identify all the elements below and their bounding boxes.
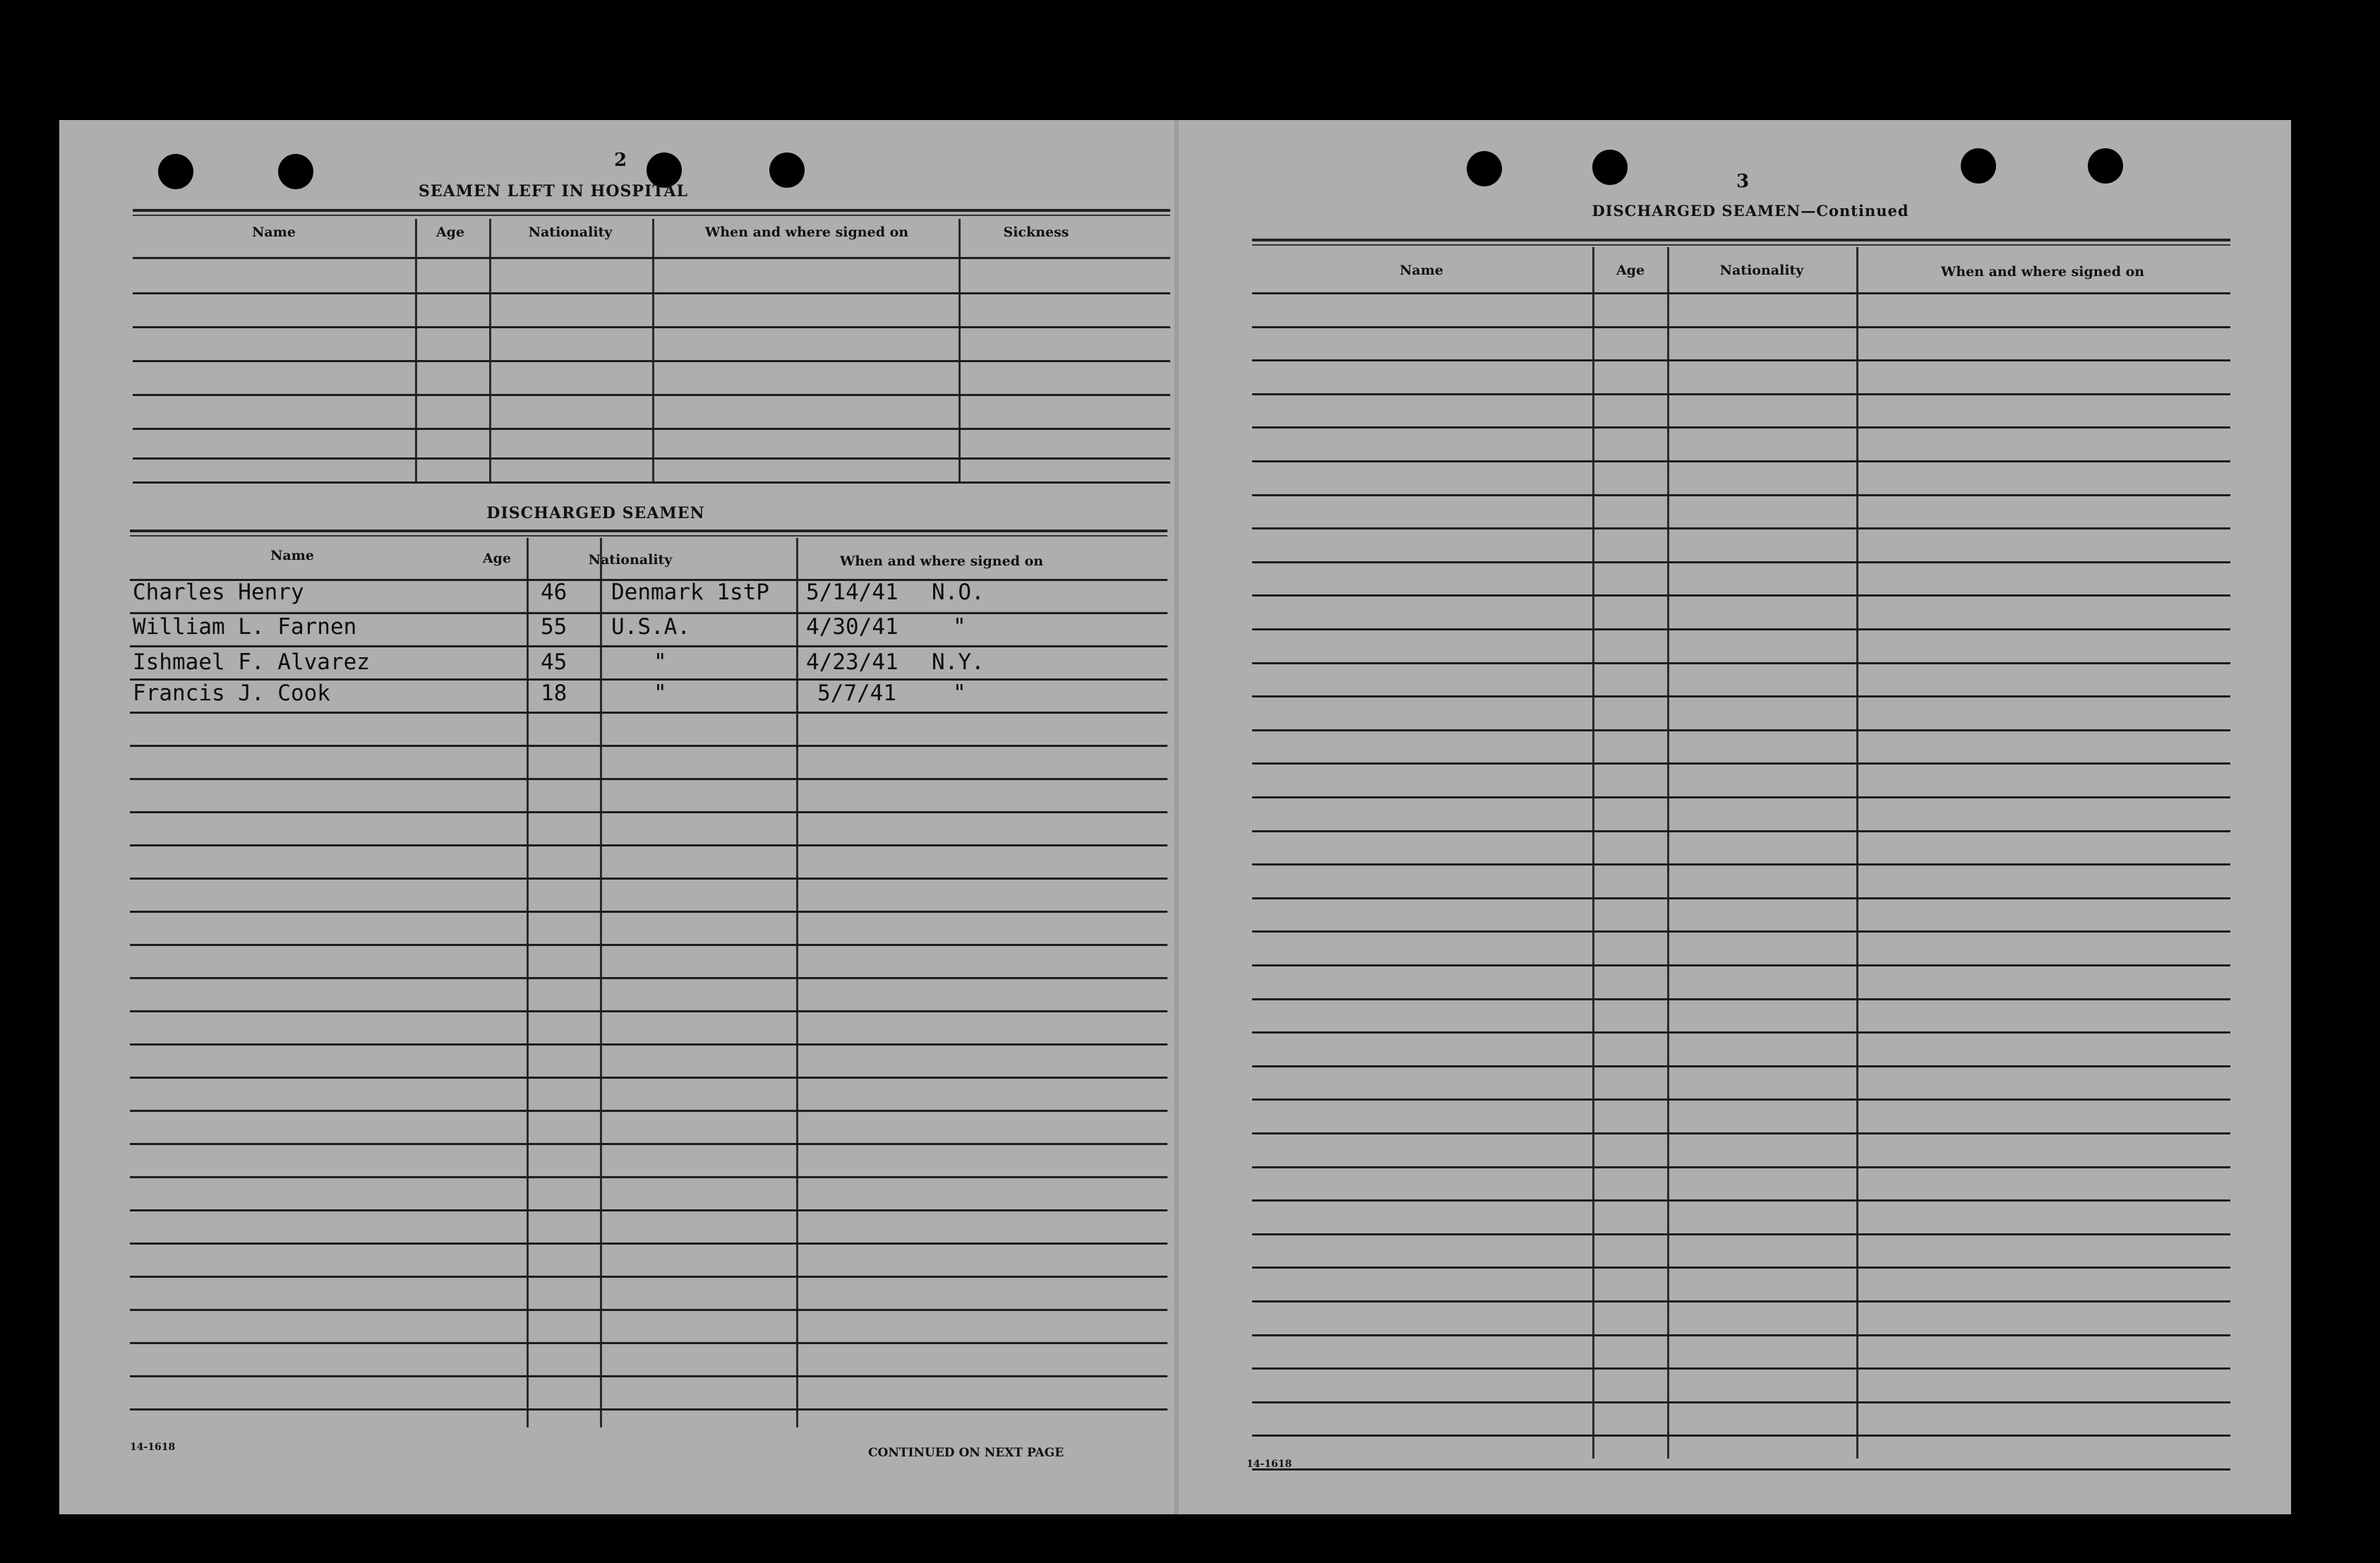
table-rule bbox=[1252, 1132, 2230, 1134]
table-rule bbox=[1252, 494, 2230, 496]
table-rule bbox=[133, 292, 1170, 294]
table-rule bbox=[1252, 998, 2230, 1000]
table-rule bbox=[130, 712, 1167, 714]
table-rule bbox=[1252, 1031, 2230, 1034]
col-nationality: Nationality bbox=[528, 224, 613, 240]
seaman-name: Charles Henry bbox=[133, 580, 304, 605]
column-rule bbox=[527, 538, 529, 1427]
table-rule bbox=[133, 257, 1170, 259]
page-number: 2 bbox=[614, 150, 627, 171]
seaman-nationality: U.S.A. bbox=[611, 614, 690, 640]
table-rule bbox=[1252, 1367, 2230, 1370]
left-page bbox=[59, 120, 1174, 1514]
signed-on-place: " bbox=[953, 681, 966, 706]
table-rule bbox=[1252, 662, 2230, 664]
table-rule bbox=[130, 1110, 1167, 1112]
column-rule bbox=[600, 538, 602, 1427]
table-rule bbox=[130, 944, 1167, 946]
seaman-age: 18 bbox=[541, 681, 567, 706]
table-rule bbox=[130, 1342, 1167, 1344]
table-rule bbox=[1252, 1098, 2230, 1101]
table-rule bbox=[130, 778, 1167, 780]
table-rule bbox=[130, 1176, 1167, 1178]
col-signed-on: When and where signed on bbox=[839, 553, 1044, 569]
table-rule bbox=[1252, 1166, 2230, 1168]
table-rule bbox=[130, 1242, 1167, 1245]
table-rule bbox=[1252, 1199, 2230, 1202]
table-rule bbox=[1252, 1300, 2230, 1302]
table-rule bbox=[1252, 830, 2230, 832]
discharged-title: DISCHARGED SEAMEN bbox=[486, 504, 705, 522]
table-rule bbox=[1252, 729, 2230, 731]
seaman-age: 45 bbox=[541, 649, 567, 675]
discharged-table bbox=[130, 529, 1167, 1563]
seaman-nationality: " bbox=[654, 681, 667, 706]
table-rule bbox=[1252, 1233, 2230, 1235]
hospital-table-header bbox=[133, 215, 1170, 257]
col-nationality: Nationality bbox=[588, 552, 673, 568]
discharged-table-header bbox=[130, 535, 1167, 579]
signed-on-date: 5/7/41 bbox=[817, 681, 896, 706]
table-rule bbox=[130, 1276, 1167, 1278]
table-rule bbox=[1252, 1435, 2230, 1437]
table-rule bbox=[130, 911, 1167, 913]
table-rule bbox=[1252, 594, 2230, 597]
col-nationality: Nationality bbox=[1719, 263, 1804, 278]
right-page bbox=[1179, 120, 2291, 1514]
table-rule bbox=[133, 481, 1170, 484]
discharged-continued-header bbox=[1252, 244, 2230, 292]
table-rule bbox=[130, 844, 1167, 846]
table-rule bbox=[130, 1077, 1167, 1079]
signed-on-date: 4/23/41 bbox=[806, 649, 898, 675]
continued-note: CONTINUED ON NEXT PAGE bbox=[868, 1446, 1064, 1460]
table-rule bbox=[133, 326, 1170, 328]
table-rule bbox=[1252, 863, 2230, 866]
seaman-nationality: Denmark 1stP bbox=[611, 580, 769, 605]
table-rule bbox=[130, 878, 1167, 880]
discharged-continued-table bbox=[1252, 239, 2230, 1470]
table-rule bbox=[1252, 359, 2230, 361]
col-age: Age bbox=[482, 551, 512, 566]
form-number: 14-1618 bbox=[130, 1442, 176, 1453]
seaman-name: Ishmael F. Alvarez bbox=[133, 649, 370, 675]
table-rule bbox=[133, 360, 1170, 362]
table-rule bbox=[1252, 426, 2230, 429]
table-rule bbox=[1252, 326, 2230, 328]
table-rule bbox=[1252, 1468, 2230, 1471]
table-rule bbox=[130, 1010, 1167, 1012]
table-rule bbox=[130, 1143, 1167, 1145]
seaman-nationality: " bbox=[654, 649, 667, 675]
table-rule bbox=[1252, 1401, 2230, 1403]
column-rule bbox=[1592, 247, 1594, 1459]
table-rule bbox=[1252, 1266, 2230, 1269]
table-rule bbox=[1252, 393, 2230, 395]
table-rule bbox=[130, 645, 1167, 647]
signed-on-place: " bbox=[953, 614, 966, 640]
column-rule bbox=[796, 538, 798, 1427]
table-rule bbox=[1252, 964, 2230, 966]
table-rule bbox=[130, 745, 1167, 747]
table-rule bbox=[1252, 561, 2230, 563]
table-rule bbox=[133, 394, 1170, 396]
table-rule bbox=[1252, 897, 2230, 899]
col-name: Name bbox=[270, 548, 314, 563]
page-number: 3 bbox=[1736, 171, 1750, 192]
signed-on-place: N.Y. bbox=[932, 649, 985, 675]
seaman-age: 46 bbox=[541, 580, 567, 605]
document-sheet bbox=[59, 120, 2291, 1514]
form-number: 14-1618 bbox=[1246, 1459, 1292, 1470]
hospital-table bbox=[133, 209, 1170, 491]
seaman-age: 55 bbox=[541, 614, 567, 640]
table-rule bbox=[130, 1043, 1167, 1046]
signed-on-date: 5/14/41 bbox=[806, 580, 898, 605]
table-rule bbox=[1252, 527, 2230, 529]
column-rule bbox=[1667, 247, 1669, 1459]
col-age: Age bbox=[1616, 263, 1645, 278]
table-rule bbox=[130, 1408, 1167, 1411]
table-rule bbox=[130, 1209, 1167, 1211]
hospital-title: SEAMEN LEFT IN HOSPITAL bbox=[419, 182, 688, 200]
col-sickness: Sickness bbox=[1003, 224, 1069, 240]
table-rule bbox=[1252, 292, 2230, 294]
column-rule bbox=[1856, 247, 1858, 1459]
table-rule bbox=[133, 428, 1170, 430]
table-rule bbox=[1252, 460, 2230, 462]
col-signed-on: When and where signed on bbox=[1940, 264, 2145, 280]
col-signed-on: When and where signed on bbox=[704, 224, 909, 240]
col-name: Name bbox=[252, 224, 296, 240]
signed-on-place: N.O. bbox=[932, 580, 985, 605]
table-rule bbox=[1252, 1065, 2230, 1067]
table-rule bbox=[1252, 628, 2230, 630]
discharged-continued-title: DISCHARGED SEAMEN—Continued bbox=[1592, 202, 1909, 220]
seaman-name: Francis J. Cook bbox=[133, 681, 330, 706]
table-rule bbox=[1252, 1334, 2230, 1336]
seaman-name: William L. Farnen bbox=[133, 614, 357, 640]
table-rule bbox=[1252, 695, 2230, 697]
table-rule bbox=[1252, 930, 2230, 933]
table-rule bbox=[130, 977, 1167, 979]
table-rule bbox=[130, 1375, 1167, 1377]
col-name: Name bbox=[1400, 263, 1443, 278]
table-rule bbox=[1252, 762, 2230, 765]
signed-on-date: 4/30/41 bbox=[806, 614, 898, 640]
col-age: Age bbox=[435, 224, 465, 240]
table-rule bbox=[133, 457, 1170, 460]
table-rule bbox=[130, 811, 1167, 813]
table-rule bbox=[1252, 796, 2230, 798]
table-rule bbox=[130, 1309, 1167, 1311]
